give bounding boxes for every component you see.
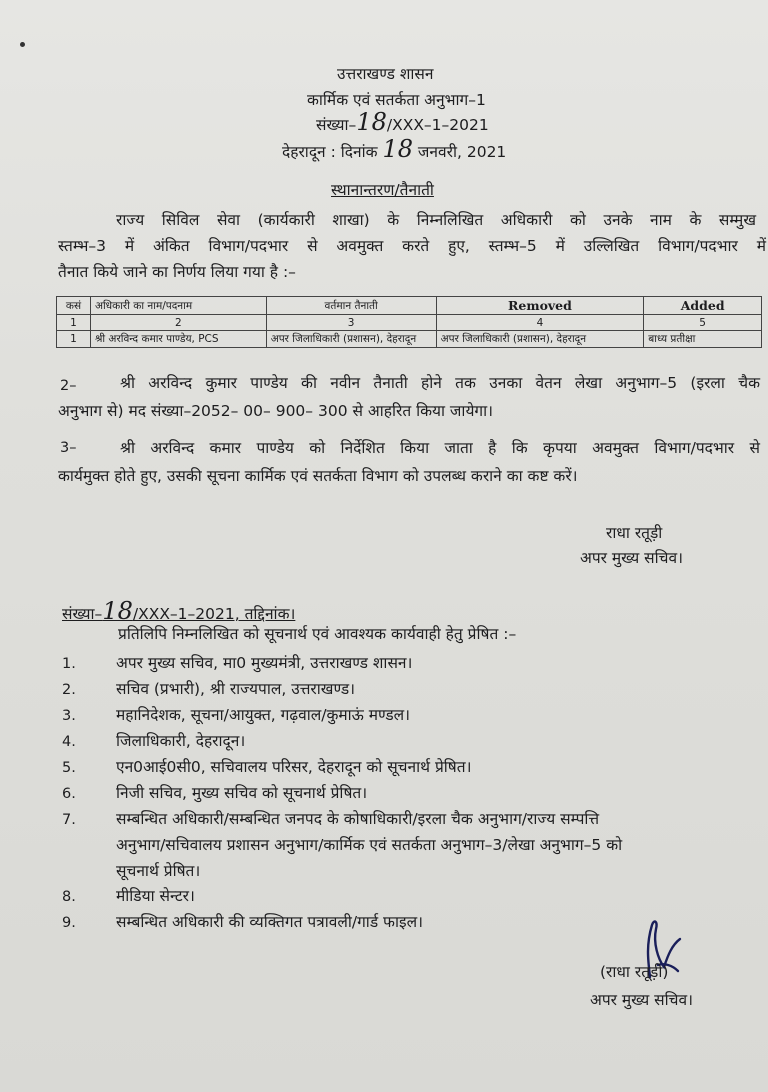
- para-2-number: 2–: [60, 378, 77, 394]
- ink-dot: [20, 42, 25, 47]
- list-item: निजी सचिव, मुख्य सचिव को सूचनार्थ प्रेषित।: [116, 784, 368, 802]
- copy-ref-prefix: संख्या–: [62, 605, 103, 623]
- list-item: महानिदेशक, सूचना/आयुक्त, गढ़वाल/कुमाऊं मण्डल।: [116, 706, 411, 724]
- date-prefix: देहरादून : दिनांक: [282, 143, 378, 161]
- list-item-number: 6.: [62, 786, 76, 802]
- signatory-name-2: (राधा रतूड़ी): [600, 963, 669, 981]
- table-column-number-row: [57, 315, 762, 331]
- list-item-continued: अनुभाग/सचिवालय प्रशासन अनुभाग/कार्मिक एवं सतर्कता अनुभाग–3/लेखा अनुभाग–5 को: [116, 836, 623, 854]
- list-item-number: 5.: [62, 760, 76, 776]
- list-item-continued: सूचनार्थ प्रेषित।: [116, 862, 201, 880]
- para-2-line-1: श्री अरविन्द कुमार पाण्डेय की नवीन तैनाती होने तक उनका वेतन लेखा अनुभाग–5 (इरला चैक: [120, 374, 760, 392]
- department-name: कार्मिक एवं सतर्कता अनुभाग–1: [307, 91, 486, 109]
- column-number: 2: [90, 315, 266, 331]
- list-item-number: 7.: [62, 812, 76, 828]
- list-item: सम्बन्धित अधिकारी/सम्बन्धित जनपद के कोषाधिकारी/इरला चैक अनुभाग/राज्य सम्पत्ति: [116, 810, 600, 828]
- copy-ref-handwritten-number: 18: [102, 597, 133, 625]
- list-item: सम्बन्धित अधिकारी की व्यक्तिगत पत्रावली/गार्ड फाइल।: [116, 913, 423, 931]
- table-header: कसं: [57, 297, 91, 315]
- list-item-number: 8.: [62, 889, 76, 905]
- para-2-line-2: अनुभाग से) मद संख्या–2052– 00– 900– 300 से आहरित किया जायेगा।: [58, 402, 494, 420]
- list-item: एन0आई0सी0, सचिवालय परिसर, देहरादून को सूचनार्थ प्रेषित।: [116, 758, 472, 776]
- list-item-number: 4.: [62, 734, 76, 750]
- table-cell: अपर जिलाधिकारी (प्रशासन), देहरादून: [436, 331, 644, 348]
- para-3-number: 3–: [60, 440, 77, 456]
- intro-line-1: राज्य सिविल सेवा (कार्यकारी शाखा) के निम्नलिखित अधिकारी को उनके नाम के सम्मुख: [116, 211, 756, 229]
- copy-ref-suffix: /XXX–1–2021, तद्दिनांक।: [132, 605, 296, 623]
- table-header: वर्तमान तैनाती: [266, 297, 436, 315]
- subject-heading: स्थानान्तरण/तैनाती: [331, 181, 434, 199]
- table-row: [57, 331, 762, 348]
- column-number: 5: [644, 315, 762, 331]
- signatory-name: राधा रतूड़ी: [606, 524, 663, 542]
- list-item: अपर मुख्य सचिव, मा0 मुख्यमंत्री, उत्तराखण्ड शासन।: [116, 654, 413, 672]
- signatory-title-2: अपर मुख्य सचिव।: [590, 991, 693, 1009]
- copy-reference: [62, 597, 295, 625]
- table-header-row: [57, 297, 762, 315]
- issue-date: [282, 135, 506, 163]
- ref-suffix: /XXX–1–2021: [386, 116, 489, 134]
- list-item: सचिव (प्रभारी), श्री राज्यपाल, उत्तराखण्ड।: [116, 680, 355, 698]
- table-header: Removed: [436, 297, 644, 315]
- column-number: 3: [266, 315, 436, 331]
- intro-line-2: स्तम्भ–3 में अंकित विभाग/पदभार से अवमुक्त करते हुए, स्तम्भ–5 में उल्लिखित विभाग/पदभार में: [58, 237, 766, 255]
- list-item-number: 9.: [62, 915, 76, 931]
- date-suffix: जनवरी, 2021: [417, 143, 507, 161]
- table-cell: 1: [57, 331, 91, 348]
- list-item-number: 1.: [62, 656, 76, 672]
- list-item: मीडिया सेन्टर।: [116, 887, 195, 905]
- para-3-line-2: कार्यमुक्त होते हुए, उसकी सूचना कार्मिक एवं सतर्कता विभाग को उपलब्ध कराने का कष्ट करें।: [58, 467, 578, 485]
- ref-prefix: संख्या–: [316, 116, 357, 134]
- list-item: जिलाधिकारी, देहरादून।: [116, 732, 246, 750]
- table-header: Added: [644, 297, 762, 315]
- list-item-number: 3.: [62, 708, 76, 724]
- posting-table: [56, 296, 762, 348]
- ref-handwritten-number: 18: [356, 108, 387, 136]
- table-cell: श्री अरविन्द कमार पाण्डेय, PCS: [90, 331, 266, 348]
- table-cell: बाध्य प्रतीक्षा: [644, 331, 762, 348]
- reference-number: [316, 108, 489, 136]
- govt-name: उत्तराखण्ड शासन: [337, 65, 434, 83]
- column-number: 4: [436, 315, 644, 331]
- date-handwritten-day: 18: [382, 135, 413, 163]
- table-cell: अपर जिलाधिकारी (प्रशासन), देहरादून: [266, 331, 436, 348]
- para-3-line-1: श्री अरविन्द कमार पाण्डेय को निर्देशित किया जाता है कि कृपया अवमुक्त विभाग/पदभार से: [120, 439, 760, 457]
- copy-intro: प्रतिलिपि निम्नलिखित को सूचनार्थ एवं आवश्यक कार्यवाही हेतु प्रेषित :–: [118, 625, 517, 643]
- table-header: अधिकारी का नाम/पदनाम: [90, 297, 266, 315]
- signatory-title: अपर मुख्य सचिव।: [580, 549, 683, 567]
- column-number: 1: [57, 315, 91, 331]
- list-item-number: 2.: [62, 682, 76, 698]
- intro-line-3: तैनात किये जाने का निर्णय लिया गया है :–: [58, 263, 296, 281]
